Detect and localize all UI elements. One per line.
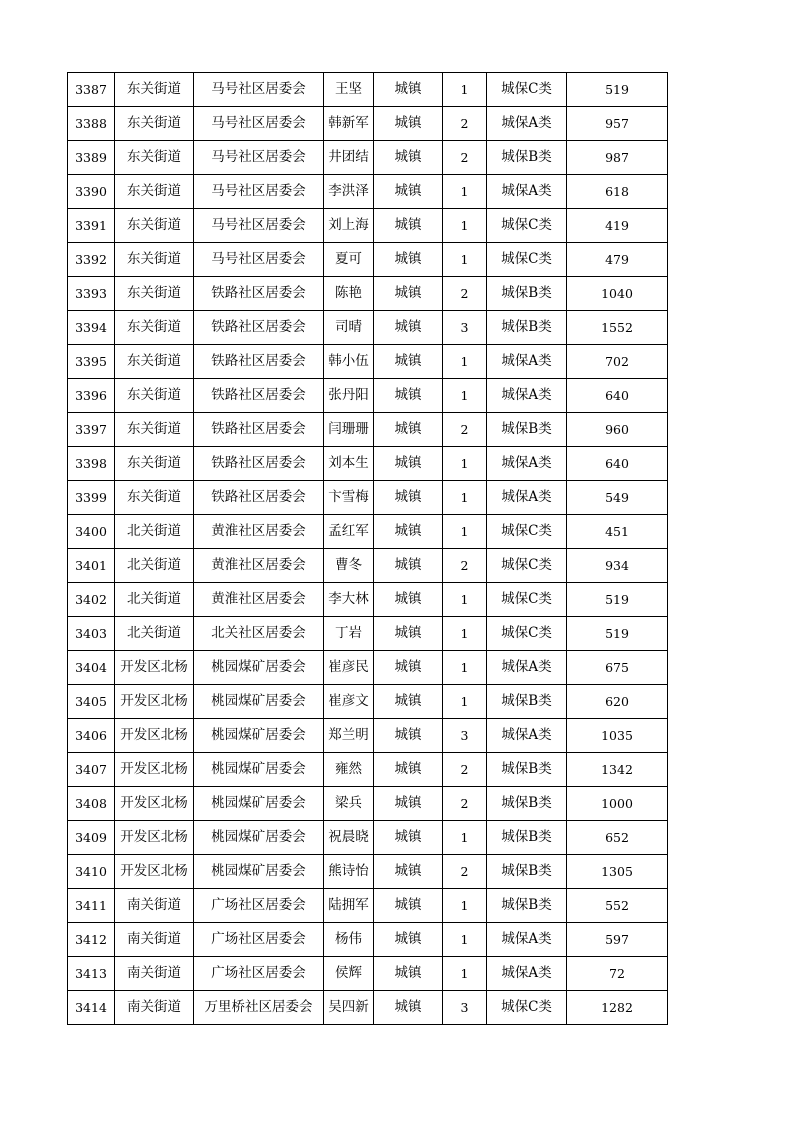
street-text: 东关街道 <box>127 387 181 403</box>
community-cell: 马号社区居委会 <box>194 141 324 175</box>
row-number-cell: 3402 <box>68 583 115 617</box>
name-cell: 司晴 <box>324 311 374 345</box>
name-cell: 崔彦民 <box>324 651 374 685</box>
community-cell: 黄淮社区居委会 <box>194 515 324 549</box>
street-cell <box>115 107 194 141</box>
household-type-cell: 城镇 <box>374 549 443 583</box>
street-cell <box>115 719 194 753</box>
member-count-cell: 2 <box>443 277 487 311</box>
community-cell: 桃园煤矿居委会 <box>194 685 324 719</box>
community-cell: 桃园煤矿居委会 <box>194 719 324 753</box>
member-count-cell: 1 <box>443 889 487 923</box>
community-cell: 铁路社区居委会 <box>194 379 324 413</box>
community-cell: 桃园煤矿居委会 <box>194 787 324 821</box>
community-cell: 铁路社区居委会 <box>194 277 324 311</box>
table-row <box>68 583 668 617</box>
amount-cell: 549 <box>567 481 668 515</box>
row-number-cell: 3414 <box>68 991 115 1025</box>
household-type-cell: 城镇 <box>374 753 443 787</box>
table-row <box>68 685 668 719</box>
member-count-cell: 1 <box>443 515 487 549</box>
category-cell: 城保B类 <box>487 889 567 923</box>
street-text: 开发区北杨 <box>120 829 188 845</box>
street-text: 东关街道 <box>127 149 181 165</box>
table-row <box>68 549 668 583</box>
household-type-cell: 城镇 <box>374 175 443 209</box>
street-cell <box>115 855 194 889</box>
row-number-cell: 3407 <box>68 753 115 787</box>
table-row <box>68 345 668 379</box>
street-text: 开发区北杨 <box>120 727 188 743</box>
member-count-cell: 1 <box>443 345 487 379</box>
table-row <box>68 991 668 1025</box>
street-text: 东关街道 <box>127 217 181 233</box>
name-cell: 丁岩 <box>324 617 374 651</box>
member-count-cell: 1 <box>443 923 487 957</box>
member-count-cell: 2 <box>443 141 487 175</box>
row-number-cell: 3410 <box>68 855 115 889</box>
household-type-cell: 城镇 <box>374 277 443 311</box>
table-row <box>68 107 668 141</box>
member-count-cell: 3 <box>443 311 487 345</box>
amount-cell: 1342 <box>567 753 668 787</box>
table-row <box>68 413 668 447</box>
amount-cell: 1040 <box>567 277 668 311</box>
name-cell: 陈艳 <box>324 277 374 311</box>
name-cell: 熊诗怡 <box>324 855 374 889</box>
name-cell: 刘本生 <box>324 447 374 481</box>
name-cell: 侯辉 <box>324 957 374 991</box>
row-number-cell: 3413 <box>68 957 115 991</box>
table-row <box>68 821 668 855</box>
member-count-cell: 1 <box>443 957 487 991</box>
row-number-cell: 3391 <box>68 209 115 243</box>
street-text: 东关街道 <box>127 183 181 199</box>
street-cell <box>115 787 194 821</box>
community-cell: 桃园煤矿居委会 <box>194 753 324 787</box>
category-cell: 城保A类 <box>487 345 567 379</box>
street-cell <box>115 277 194 311</box>
amount-cell: 1035 <box>567 719 668 753</box>
amount-cell: 960 <box>567 413 668 447</box>
row-number-cell: 3396 <box>68 379 115 413</box>
table-row <box>68 651 668 685</box>
street-text: 南关街道 <box>127 965 181 981</box>
household-type-cell: 城镇 <box>374 855 443 889</box>
community-cell: 马号社区居委会 <box>194 107 324 141</box>
table-row <box>68 617 668 651</box>
member-count-cell: 1 <box>443 175 487 209</box>
amount-cell: 675 <box>567 651 668 685</box>
member-count-cell: 2 <box>443 107 487 141</box>
community-cell: 马号社区居委会 <box>194 243 324 277</box>
household-type-cell: 城镇 <box>374 481 443 515</box>
household-type-cell: 城镇 <box>374 583 443 617</box>
street-cell <box>115 209 194 243</box>
community-cell: 桃园煤矿居委会 <box>194 821 324 855</box>
street-cell <box>115 447 194 481</box>
category-cell: 城保A类 <box>487 651 567 685</box>
street-text: 东关街道 <box>127 81 181 97</box>
amount-cell: 702 <box>567 345 668 379</box>
member-count-cell: 1 <box>443 821 487 855</box>
street-cell <box>115 821 194 855</box>
table-row <box>68 753 668 787</box>
amount-cell: 640 <box>567 447 668 481</box>
name-cell: 曹冬 <box>324 549 374 583</box>
category-cell: 城保A类 <box>487 107 567 141</box>
street-cell <box>115 379 194 413</box>
name-cell: 井团结 <box>324 141 374 175</box>
street-cell <box>115 481 194 515</box>
member-count-cell: 2 <box>443 753 487 787</box>
category-cell: 城保B类 <box>487 753 567 787</box>
table-row <box>68 957 668 991</box>
name-cell: 崔彦文 <box>324 685 374 719</box>
member-count-cell: 1 <box>443 209 487 243</box>
household-type-cell: 城镇 <box>374 107 443 141</box>
name-cell: 陆拥军 <box>324 889 374 923</box>
name-cell: 卞雪梅 <box>324 481 374 515</box>
community-cell: 马号社区居委会 <box>194 209 324 243</box>
amount-cell: 419 <box>567 209 668 243</box>
table-row <box>68 379 668 413</box>
amount-cell: 519 <box>567 617 668 651</box>
household-type-cell: 城镇 <box>374 73 443 107</box>
table-row <box>68 73 668 107</box>
row-number-cell: 3397 <box>68 413 115 447</box>
street-cell <box>115 175 194 209</box>
household-type-cell: 城镇 <box>374 685 443 719</box>
amount-cell: 640 <box>567 379 668 413</box>
street-text: 东关街道 <box>127 421 181 437</box>
community-cell: 广场社区居委会 <box>194 923 324 957</box>
name-cell: 吴四新 <box>324 991 374 1025</box>
table-row <box>68 923 668 957</box>
name-cell: 孟红军 <box>324 515 374 549</box>
table-row <box>68 175 668 209</box>
category-cell: 城保A类 <box>487 923 567 957</box>
member-count-cell: 1 <box>443 447 487 481</box>
amount-cell: 552 <box>567 889 668 923</box>
household-type-cell: 城镇 <box>374 141 443 175</box>
street-cell <box>115 413 194 447</box>
household-type-cell: 城镇 <box>374 821 443 855</box>
member-count-cell: 2 <box>443 413 487 447</box>
row-number-cell: 3411 <box>68 889 115 923</box>
row-number-cell: 3406 <box>68 719 115 753</box>
row-number-cell: 3399 <box>68 481 115 515</box>
data-table <box>67 72 668 1025</box>
community-cell: 北关社区居委会 <box>194 617 324 651</box>
street-text: 东关街道 <box>127 251 181 267</box>
street-text: 北关街道 <box>127 523 181 539</box>
category-cell: 城保C类 <box>487 73 567 107</box>
member-count-cell: 2 <box>443 549 487 583</box>
category-cell: 城保B类 <box>487 787 567 821</box>
member-count-cell: 2 <box>443 855 487 889</box>
street-text: 东关街道 <box>127 285 181 301</box>
household-type-cell: 城镇 <box>374 991 443 1025</box>
category-cell: 城保B类 <box>487 685 567 719</box>
amount-cell: 1000 <box>567 787 668 821</box>
category-cell: 城保A类 <box>487 719 567 753</box>
street-cell <box>115 311 194 345</box>
household-type-cell: 城镇 <box>374 719 443 753</box>
community-cell: 马号社区居委会 <box>194 175 324 209</box>
street-text: 开发区北杨 <box>120 693 188 709</box>
community-cell: 桃园煤矿居委会 <box>194 855 324 889</box>
category-cell: 城保C类 <box>487 515 567 549</box>
amount-cell: 1305 <box>567 855 668 889</box>
household-type-cell: 城镇 <box>374 617 443 651</box>
category-cell: 城保B类 <box>487 821 567 855</box>
category-cell: 城保C类 <box>487 617 567 651</box>
street-cell <box>115 345 194 379</box>
table-row <box>68 787 668 821</box>
amount-cell: 618 <box>567 175 668 209</box>
row-number-cell: 3404 <box>68 651 115 685</box>
household-type-cell: 城镇 <box>374 243 443 277</box>
street-cell <box>115 583 194 617</box>
member-count-cell: 1 <box>443 73 487 107</box>
street-text: 东关街道 <box>127 489 181 505</box>
category-cell: 城保C类 <box>487 549 567 583</box>
name-cell: 祝晨晓 <box>324 821 374 855</box>
category-cell: 城保B类 <box>487 277 567 311</box>
amount-cell: 620 <box>567 685 668 719</box>
table-row <box>68 889 668 923</box>
amount-cell: 1552 <box>567 311 668 345</box>
name-cell: 张丹阳 <box>324 379 374 413</box>
category-cell: 城保A类 <box>487 481 567 515</box>
table-row <box>68 481 668 515</box>
member-count-cell: 1 <box>443 685 487 719</box>
row-number-cell: 3412 <box>68 923 115 957</box>
member-count-cell: 1 <box>443 651 487 685</box>
street-text: 东关街道 <box>127 455 181 471</box>
amount-cell: 987 <box>567 141 668 175</box>
street-cell <box>115 651 194 685</box>
street-cell <box>115 991 194 1025</box>
street-cell <box>115 889 194 923</box>
street-text: 开发区北杨 <box>120 795 188 811</box>
table-row <box>68 277 668 311</box>
street-cell <box>115 617 194 651</box>
table-row <box>68 515 668 549</box>
household-type-cell: 城镇 <box>374 889 443 923</box>
member-count-cell: 2 <box>443 787 487 821</box>
category-cell: 城保A类 <box>487 175 567 209</box>
street-cell <box>115 549 194 583</box>
street-cell <box>115 753 194 787</box>
amount-cell: 652 <box>567 821 668 855</box>
member-count-cell: 1 <box>443 243 487 277</box>
community-cell: 马号社区居委会 <box>194 73 324 107</box>
street-text: 南关街道 <box>127 897 181 913</box>
table-row <box>68 719 668 753</box>
name-cell: 梁兵 <box>324 787 374 821</box>
amount-cell: 72 <box>567 957 668 991</box>
name-cell: 李大林 <box>324 583 374 617</box>
community-cell: 广场社区居委会 <box>194 957 324 991</box>
community-cell: 铁路社区居委会 <box>194 345 324 379</box>
table-row <box>68 243 668 277</box>
row-number-cell: 3398 <box>68 447 115 481</box>
table-row <box>68 311 668 345</box>
category-cell: 城保A类 <box>487 447 567 481</box>
row-number-cell: 3401 <box>68 549 115 583</box>
table-row <box>68 141 668 175</box>
category-cell: 城保A类 <box>487 379 567 413</box>
table-body <box>68 73 668 1025</box>
street-text: 北关街道 <box>127 557 181 573</box>
member-count-cell: 1 <box>443 481 487 515</box>
row-number-cell: 3395 <box>68 345 115 379</box>
community-cell: 铁路社区居委会 <box>194 447 324 481</box>
amount-cell: 479 <box>567 243 668 277</box>
member-count-cell: 3 <box>443 991 487 1025</box>
street-text: 开发区北杨 <box>120 761 188 777</box>
member-count-cell: 1 <box>443 583 487 617</box>
street-cell <box>115 243 194 277</box>
community-cell: 桃园煤矿居委会 <box>194 651 324 685</box>
street-text: 开发区北杨 <box>120 863 188 879</box>
household-type-cell: 城镇 <box>374 923 443 957</box>
amount-cell: 519 <box>567 73 668 107</box>
street-text: 东关街道 <box>127 115 181 131</box>
row-number-cell: 3392 <box>68 243 115 277</box>
category-cell: 城保A类 <box>487 957 567 991</box>
category-cell: 城保C类 <box>487 243 567 277</box>
household-type-cell: 城镇 <box>374 651 443 685</box>
amount-cell: 1282 <box>567 991 668 1025</box>
street-text: 东关街道 <box>127 353 181 369</box>
street-cell <box>115 141 194 175</box>
community-cell: 铁路社区居委会 <box>194 413 324 447</box>
category-cell: 城保C类 <box>487 209 567 243</box>
name-cell: 李洪泽 <box>324 175 374 209</box>
street-text: 北关街道 <box>127 625 181 641</box>
street-text: 北关街道 <box>127 591 181 607</box>
street-cell <box>115 73 194 107</box>
category-cell: 城保B类 <box>487 855 567 889</box>
name-cell: 韩小伍 <box>324 345 374 379</box>
name-cell: 王坚 <box>324 73 374 107</box>
community-cell: 黄淮社区居委会 <box>194 583 324 617</box>
table-row <box>68 447 668 481</box>
member-count-cell: 1 <box>443 379 487 413</box>
row-number-cell: 3405 <box>68 685 115 719</box>
household-type-cell: 城镇 <box>374 413 443 447</box>
row-number-cell: 3394 <box>68 311 115 345</box>
household-type-cell: 城镇 <box>374 787 443 821</box>
member-count-cell: 1 <box>443 617 487 651</box>
table-row <box>68 209 668 243</box>
row-number-cell: 3408 <box>68 787 115 821</box>
name-cell: 闫珊珊 <box>324 413 374 447</box>
amount-cell: 519 <box>567 583 668 617</box>
household-type-cell: 城镇 <box>374 311 443 345</box>
category-cell: 城保B类 <box>487 311 567 345</box>
table-row <box>68 855 668 889</box>
community-cell: 黄淮社区居委会 <box>194 549 324 583</box>
name-cell: 杨伟 <box>324 923 374 957</box>
household-type-cell: 城镇 <box>374 447 443 481</box>
household-type-cell: 城镇 <box>374 345 443 379</box>
street-text: 开发区北杨 <box>120 659 188 675</box>
name-cell: 雍然 <box>324 753 374 787</box>
street-text: 南关街道 <box>127 931 181 947</box>
household-type-cell: 城镇 <box>374 209 443 243</box>
row-number-cell: 3409 <box>68 821 115 855</box>
street-cell <box>115 515 194 549</box>
community-cell: 铁路社区居委会 <box>194 311 324 345</box>
street-cell <box>115 957 194 991</box>
household-type-cell: 城镇 <box>374 379 443 413</box>
community-cell: 广场社区居委会 <box>194 889 324 923</box>
street-cell <box>115 923 194 957</box>
row-number-cell: 3388 <box>68 107 115 141</box>
name-cell: 夏可 <box>324 243 374 277</box>
amount-cell: 957 <box>567 107 668 141</box>
name-cell: 韩新军 <box>324 107 374 141</box>
amount-cell: 597 <box>567 923 668 957</box>
row-number-cell: 3393 <box>68 277 115 311</box>
household-type-cell: 城镇 <box>374 957 443 991</box>
amount-cell: 451 <box>567 515 668 549</box>
member-count-cell: 3 <box>443 719 487 753</box>
name-cell: 郑兰明 <box>324 719 374 753</box>
street-text: 东关街道 <box>127 319 181 335</box>
community-cell: 万里桥社区居委会 <box>194 991 324 1025</box>
street-cell <box>115 685 194 719</box>
category-cell: 城保C类 <box>487 991 567 1025</box>
row-number-cell: 3387 <box>68 73 115 107</box>
row-number-cell: 3390 <box>68 175 115 209</box>
street-text: 南关街道 <box>127 999 181 1015</box>
amount-cell: 934 <box>567 549 668 583</box>
category-cell: 城保C类 <box>487 583 567 617</box>
name-cell: 刘上海 <box>324 209 374 243</box>
row-number-cell: 3389 <box>68 141 115 175</box>
row-number-cell: 3400 <box>68 515 115 549</box>
category-cell: 城保B类 <box>487 141 567 175</box>
community-cell: 铁路社区居委会 <box>194 481 324 515</box>
row-number-cell: 3403 <box>68 617 115 651</box>
category-cell: 城保B类 <box>487 413 567 447</box>
household-type-cell: 城镇 <box>374 515 443 549</box>
